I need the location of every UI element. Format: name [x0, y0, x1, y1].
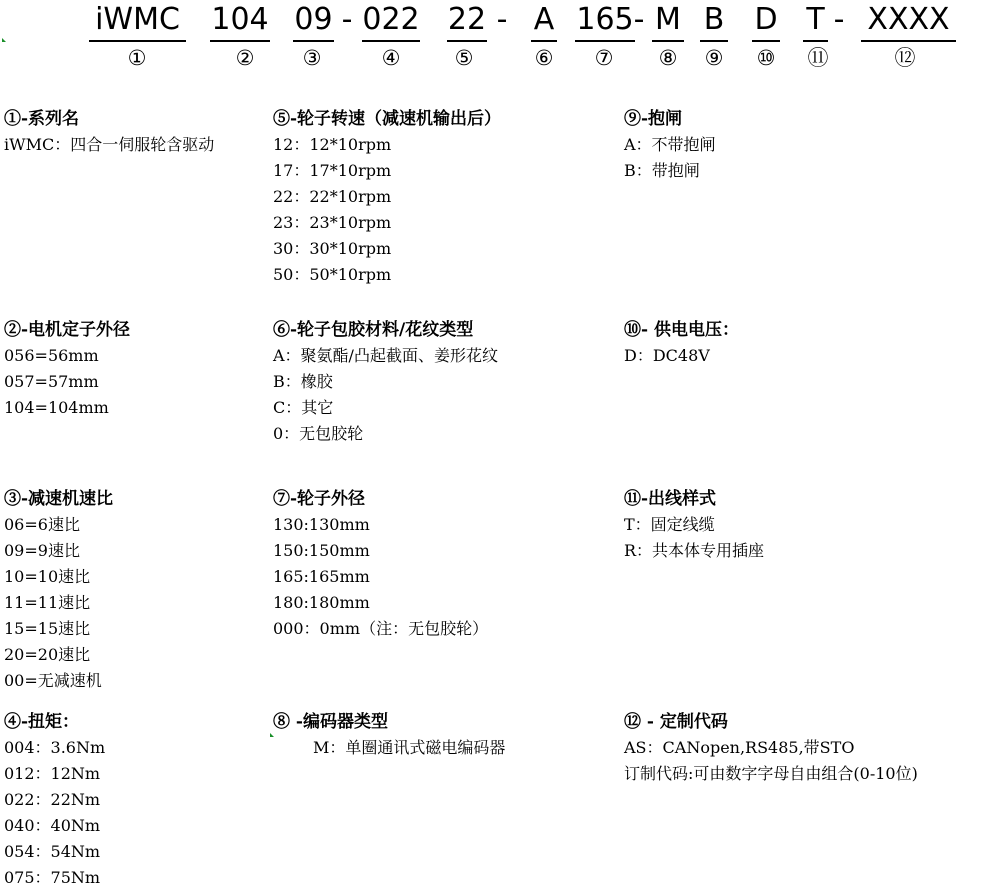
section-title: ⑨-抱闸 — [624, 109, 683, 129]
code-custom: XXXX — [861, 0, 956, 42]
section-line: 040：40Nm — [4, 816, 101, 835]
position-marker: ⑩ — [756, 46, 776, 70]
section-line: 056=56mm — [4, 346, 99, 365]
section-line: 10=10速比 — [4, 567, 91, 586]
code-dash: - — [496, 2, 508, 37]
position-marker: ⑦ — [594, 46, 614, 70]
position-marker: ⑨ — [704, 46, 724, 70]
section-line: 22：22*10rpm — [273, 187, 392, 206]
section-line: 15=15速比 — [4, 619, 91, 638]
section-line: 0：无包胶轮 — [273, 424, 364, 443]
section-title: ②-电机定子外径 — [4, 320, 131, 340]
code-ratio: 09 — [293, 0, 334, 42]
section-title: ⑦-轮子外径 — [273, 489, 366, 509]
section-line: A：聚氨酯/凸起截面、姜形花纹 — [273, 346, 498, 365]
section-line: 00=无减速机 — [4, 671, 102, 690]
section-cable — [624, 486, 764, 564]
code-torque: 022 — [362, 0, 420, 42]
section-line: 150:150mm — [273, 541, 370, 560]
section-line: AS：CANopen,RS485,带STO — [624, 738, 855, 757]
section-line: 130:130mm — [273, 515, 370, 534]
section-encoder — [273, 709, 505, 761]
code-encoder: M — [652, 0, 684, 42]
code-voltage: D — [752, 0, 780, 42]
section-line: 23：23*10rpm — [273, 213, 392, 232]
section-line: 004：3.6Nm — [4, 738, 106, 757]
section-line: B：橡胶 — [273, 372, 333, 391]
section-brake — [624, 106, 716, 184]
position-marker: ⑥ — [534, 46, 554, 70]
code-dash: - — [341, 2, 353, 37]
position-marker: ⑤ — [454, 46, 474, 70]
section-ratio — [4, 486, 113, 694]
section-line: 09=9速比 — [4, 541, 80, 560]
section-line: 订制代码:可由数字字母自由组合(0-10位) — [624, 764, 918, 783]
section-line: 50：50*10rpm — [273, 265, 392, 284]
section-line: D：DC48V — [624, 346, 710, 365]
position-marker: ④ — [381, 46, 401, 70]
section-custom — [624, 709, 918, 787]
position-marker: ③ — [302, 46, 322, 70]
section-line: 165:165mm — [273, 567, 370, 586]
code-cable: T — [803, 0, 828, 42]
section-line: 30：30*10rpm — [273, 239, 392, 258]
section-line: 012：12Nm — [4, 764, 101, 783]
section-title: ⑧ -编码器类型 — [273, 712, 388, 732]
position-marker: ⑪ — [807, 46, 829, 70]
section-line: 000：0mm（注：无包胶轮） — [273, 619, 489, 638]
code-speed: 22 — [447, 0, 487, 42]
code-series: iWMC — [89, 0, 186, 42]
section-line: 057=57mm — [4, 372, 99, 391]
section-speed — [273, 106, 501, 288]
section-line: C：其它 — [273, 398, 334, 417]
section-line: 12：12*10rpm — [273, 135, 392, 154]
section-line: 104=104mm — [4, 398, 109, 417]
section-line: 17：17*10rpm — [273, 161, 392, 180]
position-marker: ② — [235, 46, 255, 70]
position-marker: ⑫ — [894, 46, 916, 70]
section-title: ④-扭矩： — [4, 712, 80, 732]
section-title: ⑪-出线样式 — [624, 489, 717, 509]
section-line: 06=6速比 — [4, 515, 80, 534]
section-line: M：单圈通讯式磁电编码器 — [313, 738, 506, 757]
position-marker: ① — [127, 46, 147, 70]
code-tread: A — [531, 0, 557, 42]
model-code-row — [0, 0, 999, 80]
section-line: 20=20速比 — [4, 645, 91, 664]
section-line: B：带抱闸 — [624, 161, 700, 180]
section-line: 075：75Nm — [4, 868, 101, 887]
section-wheel-dia — [273, 486, 488, 642]
section-line: 180:180mm — [273, 593, 370, 612]
section-tread — [273, 317, 498, 447]
section-line: R：共本体专用插座 — [624, 541, 765, 560]
section-title: ①-系列名 — [4, 109, 80, 129]
section-line: 022：22Nm — [4, 790, 101, 809]
position-marker: ⑧ — [658, 46, 678, 70]
section-series — [4, 106, 214, 158]
section-line: 11=11速比 — [4, 593, 91, 612]
code-wheel-dia: 165 — [575, 0, 635, 42]
section-line: iWMC：四合一伺服轮含驱动 — [4, 135, 215, 154]
section-title: ⑩- 供电电压： — [624, 320, 739, 340]
section-line: 054：54Nm — [4, 842, 101, 861]
code-dash: - — [833, 2, 845, 37]
code-motor-size: 104 — [210, 0, 270, 42]
section-motor-size — [4, 317, 130, 421]
cell-corner-marker — [2, 38, 6, 42]
section-line: A：不带抱闸 — [624, 135, 716, 154]
section-title: ⑤-轮子转速（减速机输出后） — [273, 109, 502, 129]
section-line: T：固定线缆 — [624, 515, 715, 534]
section-voltage — [624, 317, 739, 369]
section-title: ③-减速机速比 — [4, 489, 114, 509]
code-dash: - — [633, 2, 645, 37]
section-torque — [4, 709, 105, 891]
code-brake: B — [700, 0, 728, 42]
section-title: ⑫ - 定制代码 — [624, 712, 728, 732]
section-title: ⑥-轮子包胶材料/花纹类型 — [273, 320, 474, 340]
